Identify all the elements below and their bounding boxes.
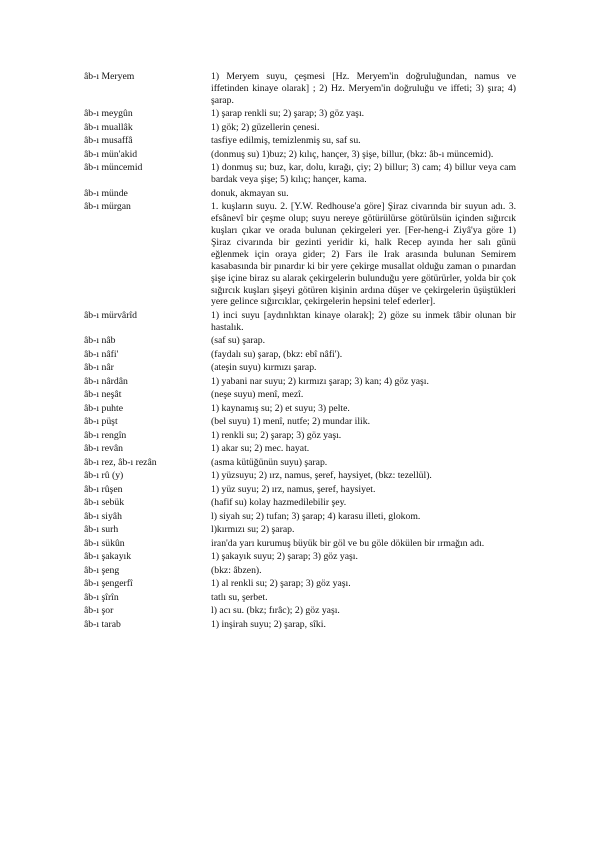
entry-term: âb-ı rez, âb-ı rezân <box>84 456 157 468</box>
glossary-entry <box>84 162 516 186</box>
entry-term: âb-ı rengîn <box>84 429 127 441</box>
glossary-entry <box>84 497 516 509</box>
entry-term: âb-ı şengerfî <box>84 578 133 590</box>
glossary-entry <box>84 362 516 374</box>
entry-definition: 1) inşirah suyu; 2) şarap, sîki. <box>211 618 326 630</box>
glossary-entry <box>84 551 516 563</box>
glossary-entry <box>84 605 516 617</box>
entry-term: âb-ı mürvârîd <box>84 309 137 321</box>
entry-term: âb-ı puhte <box>84 402 124 414</box>
entry-definition: (neşe suyu) menî, mezî. <box>211 389 304 401</box>
entry-term: âb-ı mürgan <box>84 201 131 213</box>
glossary-entry <box>84 511 516 523</box>
glossary-entry <box>84 71 516 107</box>
entry-definition: l) acı su. (bkz; fırâc); 2) göz yaşı. <box>211 605 340 617</box>
glossary-entry <box>84 443 516 455</box>
glossary-entry <box>84 430 516 442</box>
glossary-entry <box>84 310 516 334</box>
entry-term: âb-ı sükûn <box>84 537 125 549</box>
entry-term: âb-ı rûşen <box>84 483 123 495</box>
entry-term: âb-ı nâr <box>84 362 114 374</box>
entry-term: âb-ı meygûn <box>84 108 133 120</box>
entry-term: âb-ı şîrîn <box>84 591 119 603</box>
entry-definition: l)kırmızı su; 2) şarap. <box>211 524 295 536</box>
glossary-entry <box>84 470 516 482</box>
glossary-entry <box>84 376 516 388</box>
glossary-entry <box>84 592 516 604</box>
entry-term: âb-ı rû (y) <box>84 470 124 482</box>
entry-term: âb-ı neşât <box>84 389 122 401</box>
entry-definition: (bel suyu) 1) menî, nutfe; 2) mundar ilik. <box>211 416 371 428</box>
entry-definition: 1) al renkli su; 2) şarap; 3) göz yaşı. <box>211 578 351 590</box>
glossary-entry <box>84 335 516 347</box>
entry-term: âb-ı tarab <box>84 618 121 630</box>
entry-term: âb-ı sebük <box>84 497 125 509</box>
entry-definition: 1) inci suyu [aydınlıktan kinaye olarak]; 2) göze su inmek tâbir olunan bir hastalık. <box>211 309 516 333</box>
entry-term: âb-ı şor <box>84 605 114 617</box>
glossary-entry <box>84 538 516 550</box>
glossary-entry <box>84 484 516 496</box>
entry-term: âb-ı şakayık <box>84 551 132 563</box>
glossary-entry <box>84 108 516 120</box>
entry-term: âb-ı Meryem <box>84 71 135 82</box>
glossary-entry <box>84 457 516 469</box>
entry-term: âb-ı nârdân <box>84 375 128 387</box>
glossary-entry <box>84 578 516 590</box>
entry-definition: 1) yüz suyu; 2) ırz, namus, şeref, haysiyet. <box>211 483 376 495</box>
glossary-entry <box>84 149 516 161</box>
entry-definition: (donmuş su) 1)buz; 2) kılıç, hançer, 3) şişe, billur, (bkz: âb-ı müncemid). <box>211 148 494 160</box>
entry-term: âb-ı müncemid <box>84 162 143 174</box>
glossary-entry <box>84 416 516 428</box>
entry-term: âb-ı mün'akid <box>84 148 138 160</box>
entry-term: âb-ı muallâk <box>84 121 133 133</box>
glossary-entry <box>84 403 516 415</box>
glossary-entry <box>84 188 516 200</box>
entry-definition: donuk, akmayan su. <box>211 187 289 199</box>
entry-definition: 1) donmuş su; buz, kar, dolu, kırağı, çiy; 2) billur; 3) cam; 4) billur veya cam bardak veya şişe; 5) kılıç; hançer, kama. <box>211 162 516 186</box>
entry-term: âb-ı püşt <box>84 416 118 428</box>
entry-term: âb-ı musaffâ <box>84 135 133 147</box>
glossary-entry <box>84 524 516 536</box>
entry-definition: (bkz: âbzen). <box>211 564 262 576</box>
entry-definition: (hafif su) kolay hazmedilebilir şey. <box>211 497 347 509</box>
entry-definition: 1) gök; 2) güzellerin çenesi. <box>211 121 320 133</box>
entry-definition: 1) şakayık suyu; 2) şarap; 3) göz yaşı. <box>211 551 358 563</box>
entry-definition: (faydalı su) şarap, (bkz: ebî nâfi'). <box>211 348 343 360</box>
entry-definition: (saf su) şarap. <box>211 335 266 347</box>
entry-definition: 1. kuşların suyu. 2. [Y.W. Redhouse'a göre] Şiraz civarında bir suyun adı. 3. efsânevî bir çeşme olup; suyu nereye götürülürse götürülsün içinden sığırcık kuşları çıkar ve orada bulunan çekirgeleri yer. [Fer-heng-i Ziyâ'ya göre 1) Şiraz civarında bir gezinti yeridir ki, halk Recep ayında her salı günü eğlenmek için oraya gider; 2) Fars ile Irak arasında bulunan Semirem kasabasında bir pınardır ki bir yere çekirge musallat olduğu zaman o pınardan şişe içine biraz su alarak çekirgelerin bulunduğu yere götürürler, yolda bir çok sığırcık kuşları şişeyi götüren kişinin ardına düşer ve çekirgelerin üşüştükleri yere gelince sığırcıklar, çekirgelerin hepsini telef ederler]. <box>211 201 516 308</box>
entry-term: âb-ı münde <box>84 187 128 199</box>
entry-definition: iran'da yarı kurumuş büyük bir göl ve bu göle dökülen bir ırmağın adı. <box>211 537 485 549</box>
glossary-entry <box>84 565 516 577</box>
entry-definition: 1) renkli su; 2) şarap; 3) göz yaşı. <box>211 429 342 441</box>
entry-term: âb-ı nâfi' <box>84 348 119 360</box>
entry-definition: l) siyah su; 2) tufan; 3) şarap; 4) karasu illeti, glokom. <box>211 510 421 522</box>
entry-definition: tasfiye edilmiş, temizlenmiş su, saf su. <box>211 135 361 147</box>
entry-definition: 1) Meryem suyu, çeşmesi [Hz. Meryem'in doğruluğundan, namus ve iffetinden kinaye olarak] ; 2) Hz. Meryem'in doğruluğu ve iffeti; 3) şıra; 4) şarap. <box>211 71 516 106</box>
entry-term: âb-ı siyâh <box>84 510 122 522</box>
glossary-list <box>84 71 516 632</box>
glossary-entry <box>84 619 516 631</box>
glossary-entry <box>84 349 516 361</box>
entry-definition: 1) akar su; 2) mec. hayat. <box>211 443 310 455</box>
entry-definition: 1) yabani nar suyu; 2) kırmızı şarap; 3) kan; 4) göz yaşı. <box>211 375 429 387</box>
glossary-entry <box>84 201 516 308</box>
entry-term: âb-ı surh <box>84 524 119 536</box>
entry-definition: 1) kaynamış su; 2) et suyu; 3) pelte. <box>211 402 350 414</box>
entry-definition: (ateşin suyu) kırmızı şarap. <box>211 362 317 374</box>
entry-term: âb-ı revân <box>84 443 123 455</box>
entry-definition: 1) yüzsuyu; 2) ırz, namus, şeref, haysiyet, (bkz: tezellül). <box>211 470 432 482</box>
entry-term: âb-ı nâb <box>84 335 116 347</box>
glossary-entry <box>84 122 516 134</box>
entry-definition: (asma kütüğünün suyu) şarap. <box>211 456 328 468</box>
glossary-entry <box>84 135 516 147</box>
entry-definition: tatlı su, şerbet. <box>211 591 268 603</box>
glossary-entry <box>84 389 516 401</box>
entry-term: âb-ı şeng <box>84 564 120 576</box>
entry-definition: 1) şarap renkli su; 2) şarap; 3) göz yaşı. <box>211 108 365 120</box>
